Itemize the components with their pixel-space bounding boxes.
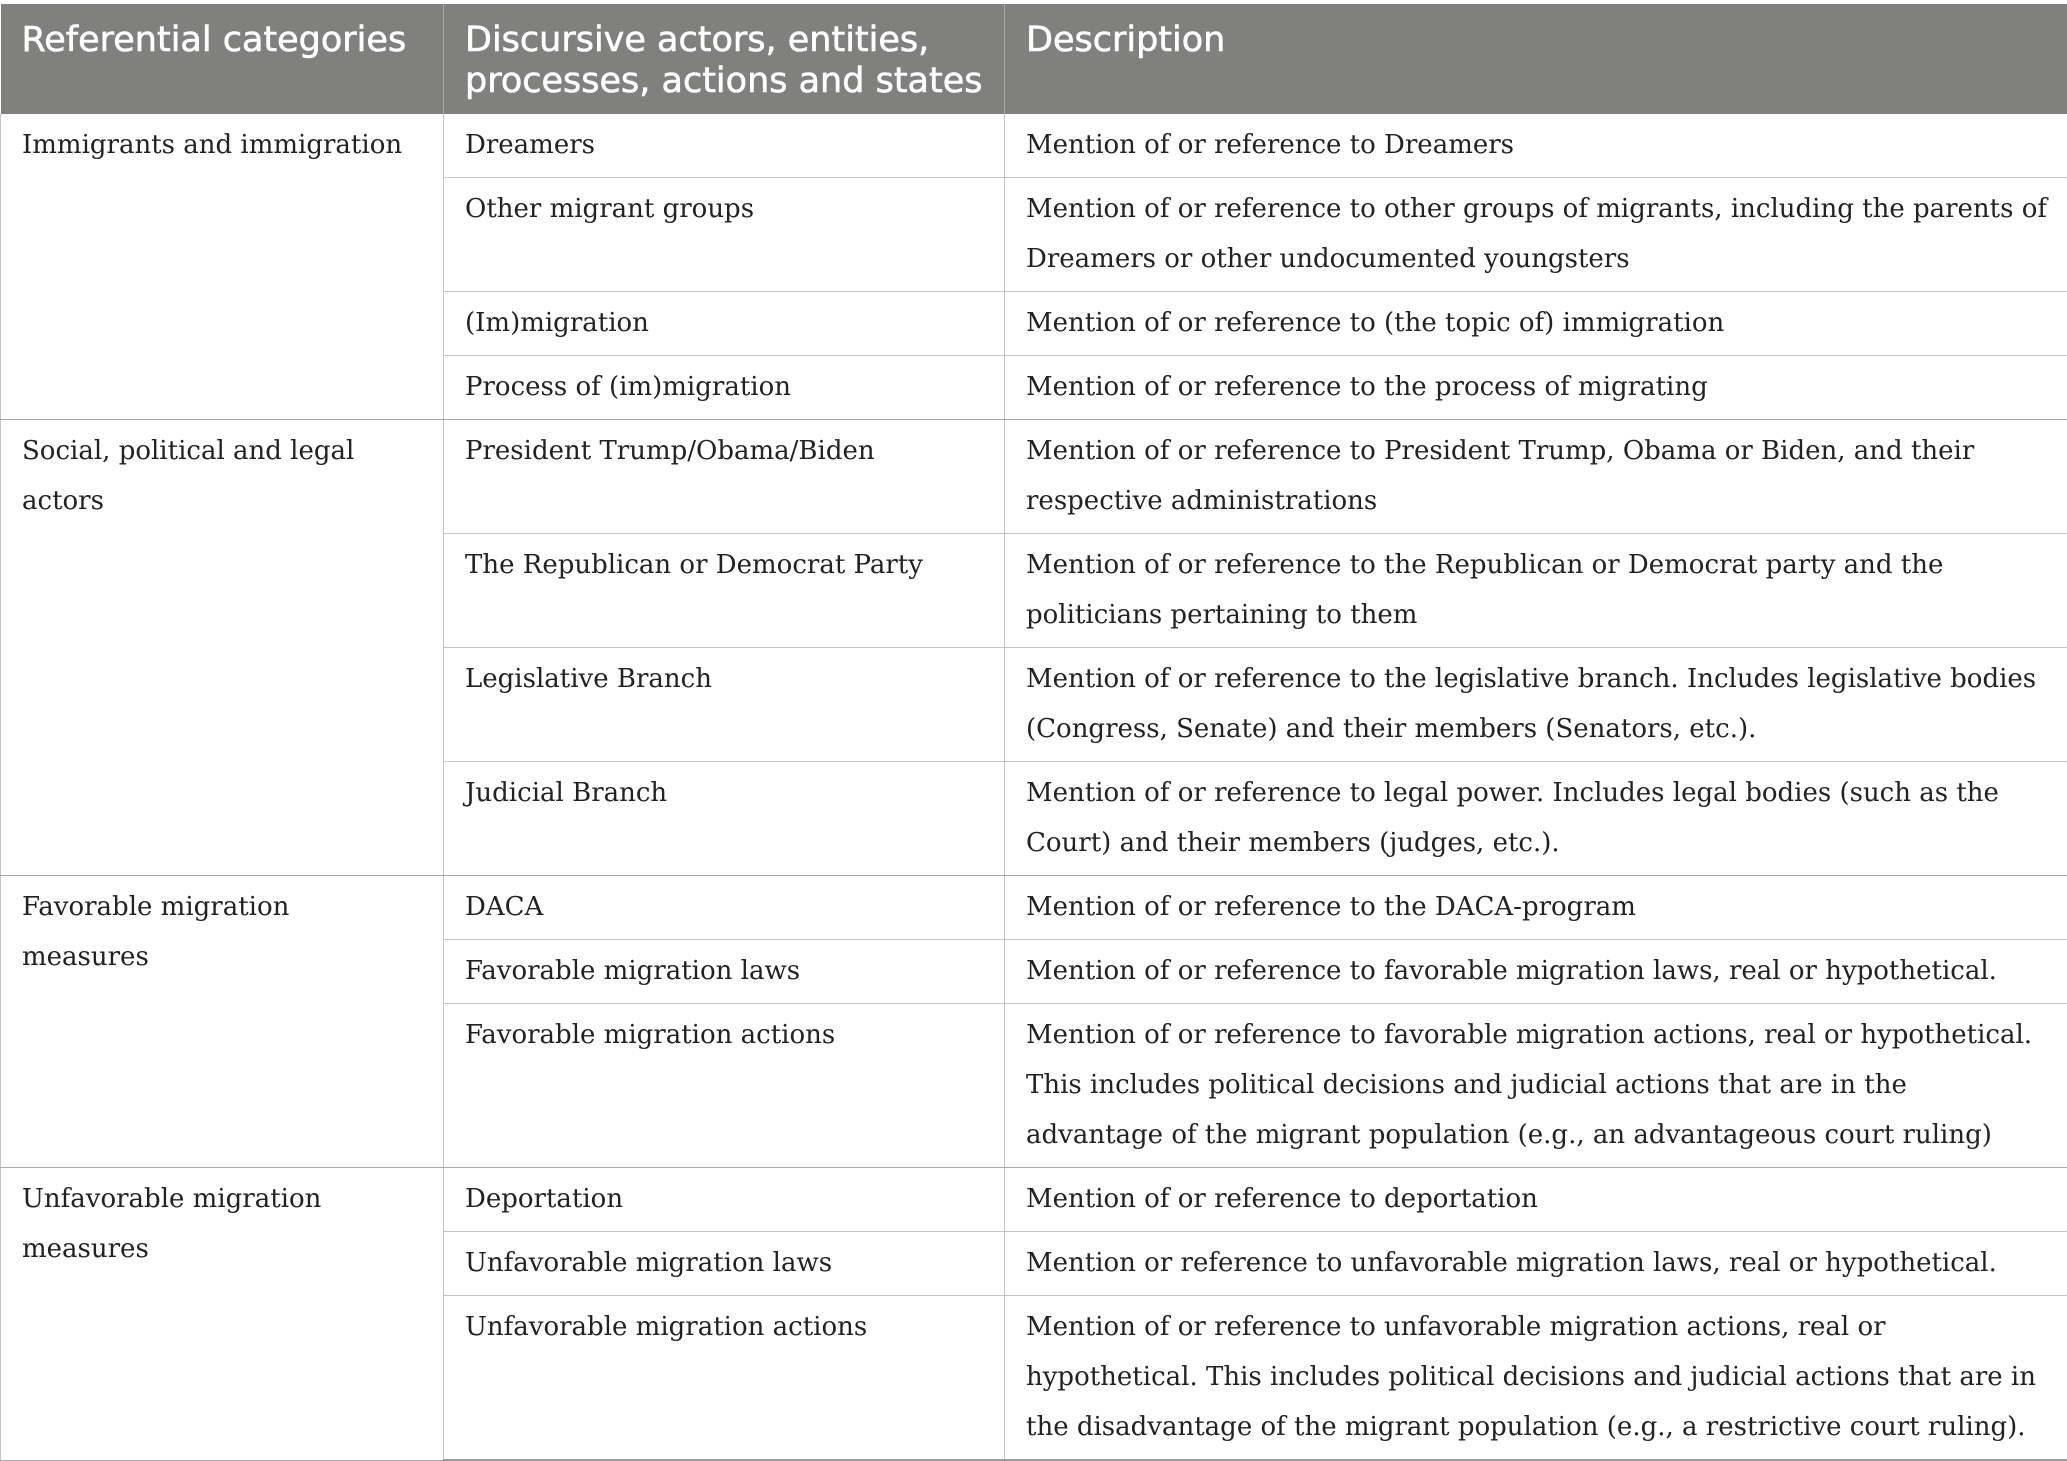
category-cell: Immigrants and immigration: [1, 114, 444, 420]
header-description: Description: [1005, 4, 2067, 114]
description-cell: Mention of or reference to the process of migrating: [1005, 356, 2067, 420]
category-cell: Favorable migration measures: [1, 876, 444, 1168]
item-cell: Other migrant groups: [444, 178, 1005, 292]
header-referential-categories: Referential categories: [1, 4, 444, 114]
description-cell: Mention of or reference to favorable migration actions, real or hypothetical. This includes political decisions and judicial actions that are in the advantage of the migrant population (e.g., an advantageous court ruling): [1005, 1004, 2067, 1168]
item-cell: Legislative Branch: [444, 648, 1005, 762]
item-cell: The Republican or Democrat Party: [444, 534, 1005, 648]
item-cell: Process of (im)migration: [444, 356, 1005, 420]
item-cell: Favorable migration laws: [444, 940, 1005, 1004]
table-header: [1, 4, 2067, 114]
description-cell: Mention of or reference to other groups of migrants, including the parents of Dreamers or other undocumented youngsters: [1005, 178, 2067, 292]
description-cell: Mention of or reference to the legislative branch. Includes legislative bodies (Congress, Senate) and their members (Senators, etc.).: [1005, 648, 2067, 762]
table-row: [1, 420, 2067, 534]
item-cell: DACA: [444, 876, 1005, 940]
description-cell: Mention of or reference to legal power. Includes legal bodies (such as the Court) and their members (judges, etc.).: [1005, 762, 2067, 876]
description-cell: Mention of or reference to (the topic of) immigration: [1005, 292, 2067, 356]
table-row: [1, 876, 2067, 940]
table-row: [1, 1168, 2067, 1232]
description-cell: Mention of or reference to the DACA-program: [1005, 876, 2067, 940]
category-cell: Social, political and legal actors: [1, 420, 444, 876]
item-cell: Judicial Branch: [444, 762, 1005, 876]
header-row: [1, 4, 2067, 114]
description-cell: Mention of or reference to the Republican or Democrat party and the politicians pertaining to them: [1005, 534, 2067, 648]
item-cell: (Im)migration: [444, 292, 1005, 356]
item-cell: Unfavorable migration laws: [444, 1232, 1005, 1296]
referential-categories-table: [0, 4, 2067, 1461]
description-cell: Mention of or reference to unfavorable migration actions, real or hypothetical. This includes political decisions and judicial actions that are in the disadvantage of the migrant population (e.g., a restrictive court ruling).: [1005, 1296, 2067, 1461]
description-cell: Mention of or reference to favorable migration laws, real or hypothetical.: [1005, 940, 2067, 1004]
item-cell: Favorable migration actions: [444, 1004, 1005, 1168]
header-discursive-actors: Discursive actors, entities, processes, actions and states: [444, 4, 1005, 114]
item-cell: Unfavorable migration actions: [444, 1296, 1005, 1461]
category-cell: Unfavorable migration measures: [1, 1168, 444, 1461]
table-body: [1, 114, 2067, 1460]
item-cell: President Trump/Obama/Biden: [444, 420, 1005, 534]
item-cell: Deportation: [444, 1168, 1005, 1232]
description-cell: Mention of or reference to Dreamers: [1005, 114, 2067, 178]
description-cell: Mention of or reference to President Trump, Obama or Biden, and their respective administrations: [1005, 420, 2067, 534]
description-cell: Mention of or reference to deportation: [1005, 1168, 2067, 1232]
table-row: [1, 114, 2067, 178]
description-cell: Mention or reference to unfavorable migration laws, real or hypothetical.: [1005, 1232, 2067, 1296]
item-cell: Dreamers: [444, 114, 1005, 178]
